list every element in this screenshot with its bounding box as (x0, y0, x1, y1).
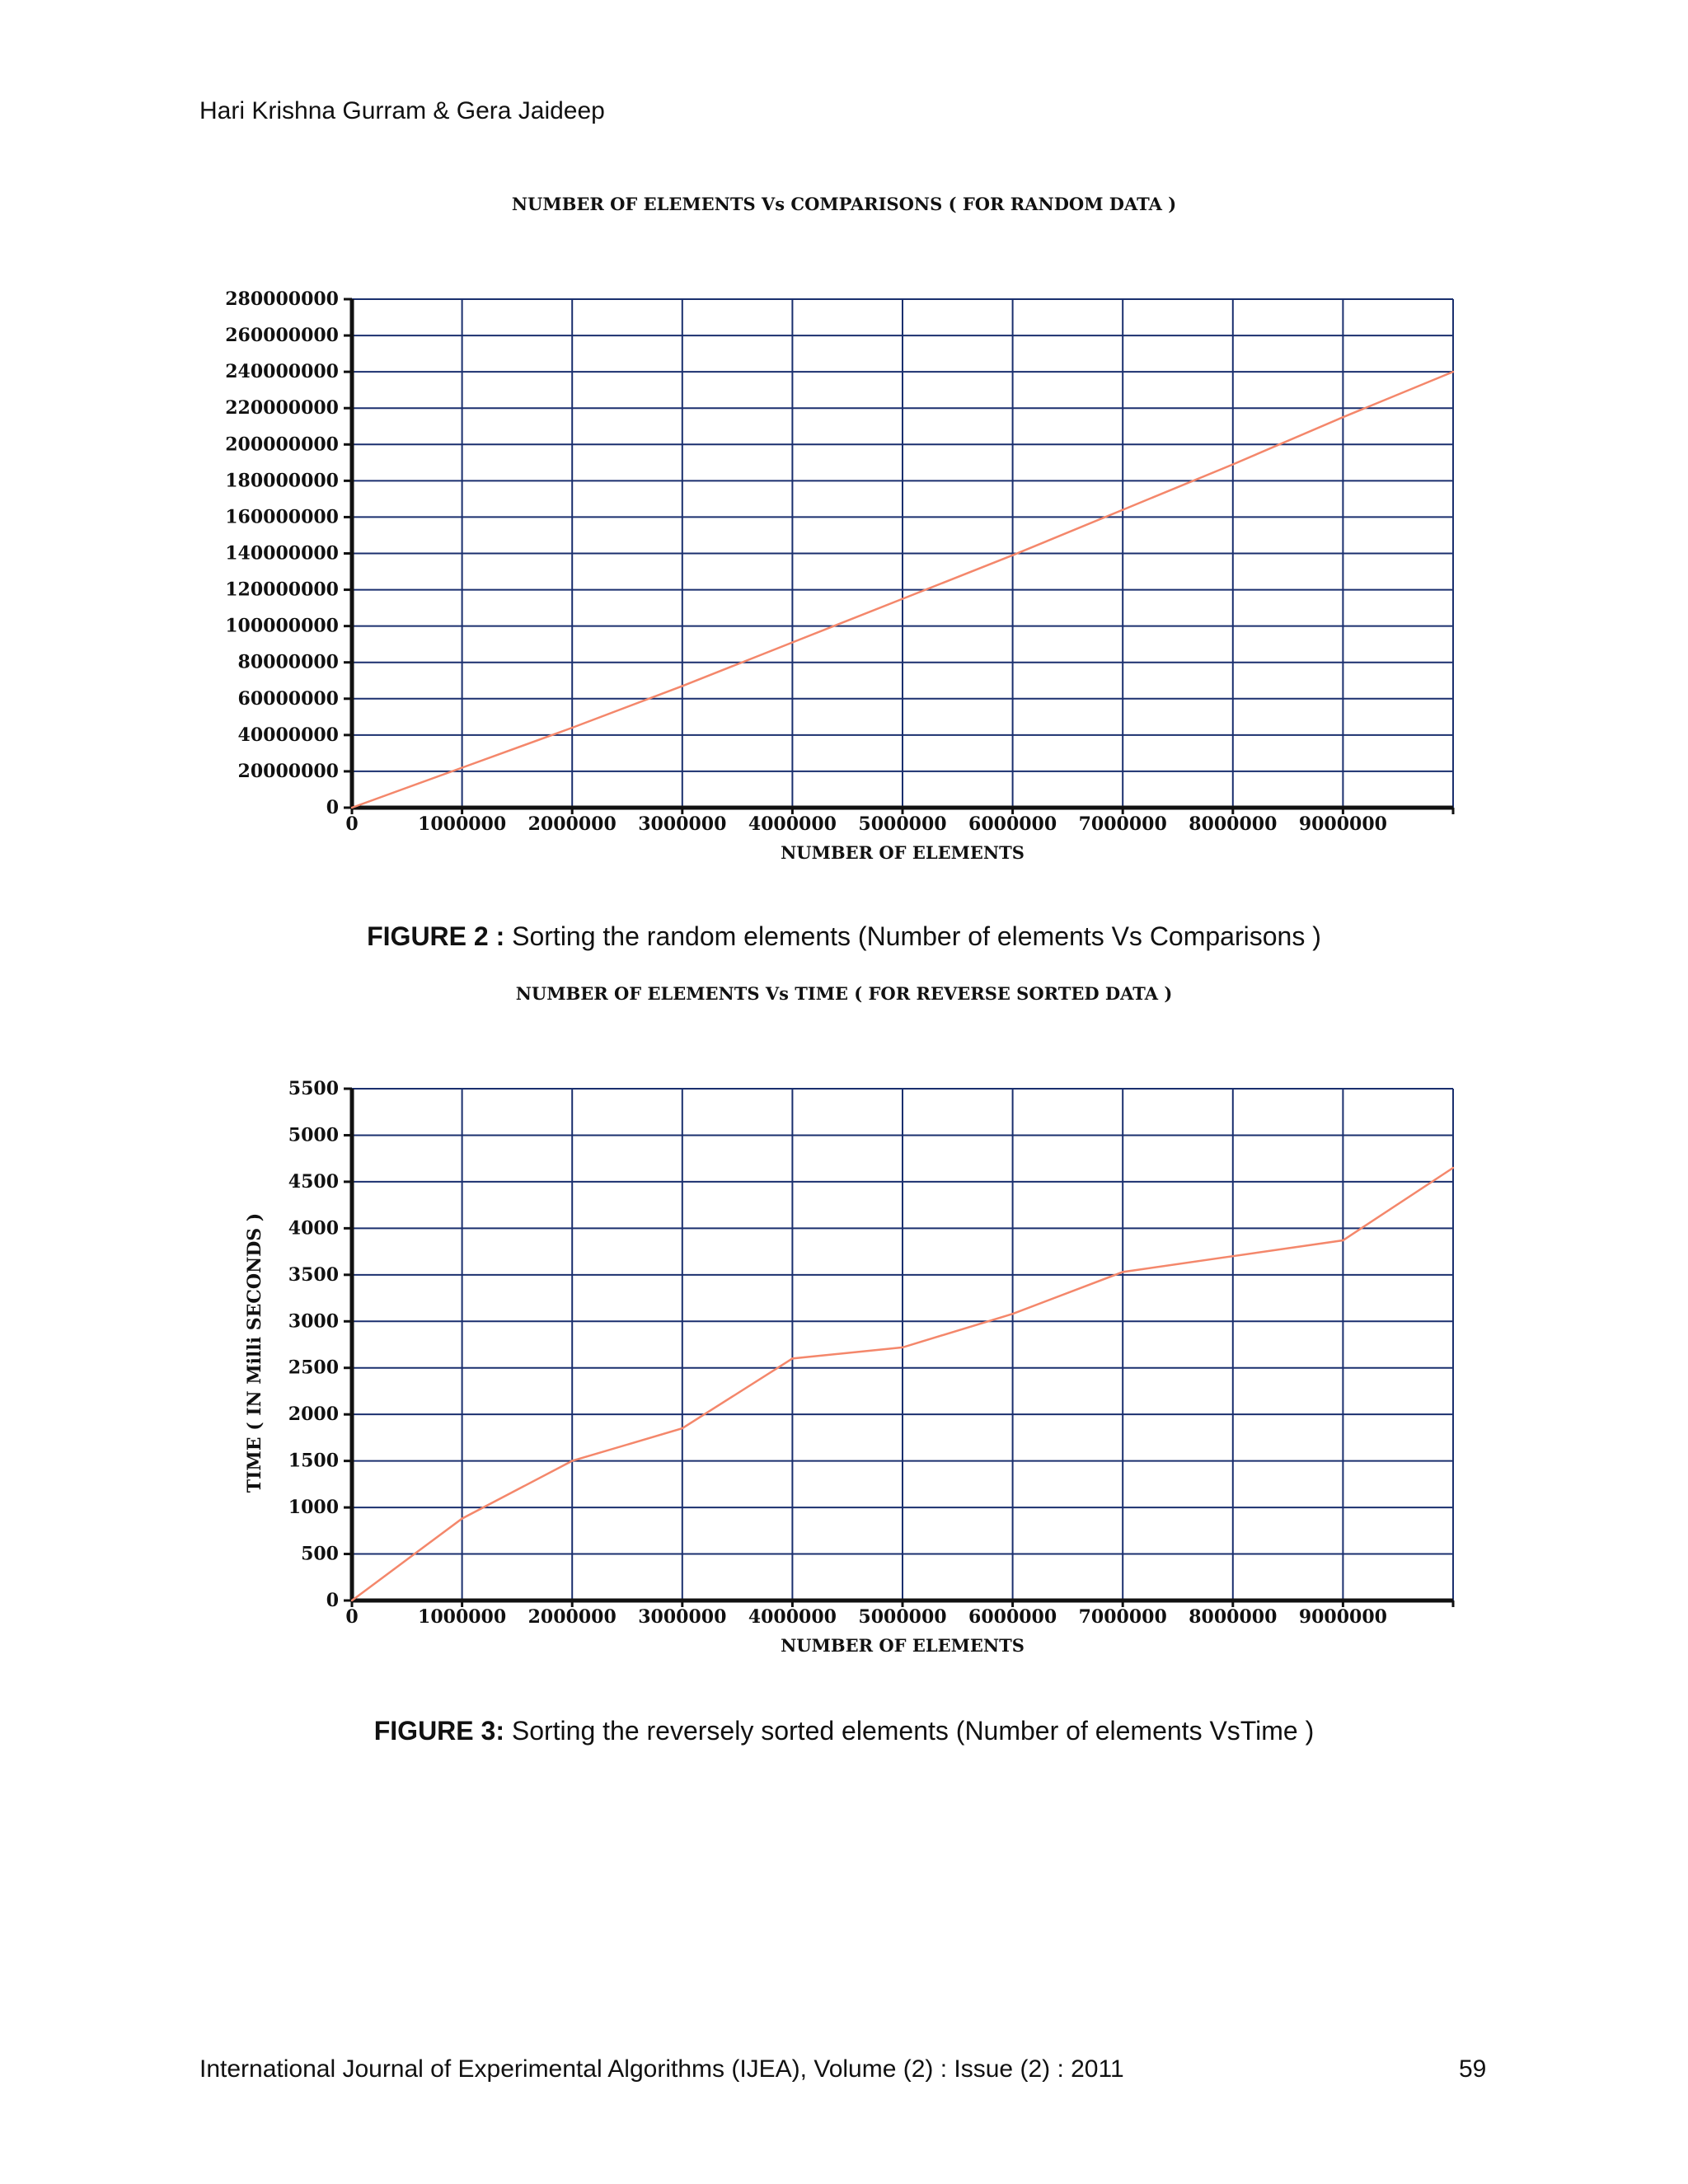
data-point (902, 598, 903, 599)
data-point (1122, 1271, 1123, 1272)
journal-footer: International Journal of Experimental Algorithms (IJEA), Volume (2) : Issue (2) : 2011 (199, 2055, 1124, 2083)
y-tick-label: 0 (326, 1590, 339, 1611)
figure-2-text: Sorting the random elements (Number of elements Vs Comparisons ) (504, 921, 1321, 951)
y-tick-label: 500 (301, 1543, 339, 1565)
data-point (682, 685, 683, 687)
y-tick-label: 280000000 (225, 288, 339, 310)
y-tick-label: 200000000 (225, 434, 339, 456)
data-point (1232, 463, 1234, 465)
x-tick-label: 8000000 (1189, 813, 1278, 835)
x-tick-label: 4000000 (748, 1606, 837, 1628)
y-tick-label: 140000000 (225, 542, 339, 565)
x-tick-label: 2000000 (528, 813, 617, 835)
y-tick-label: 240000000 (225, 361, 339, 383)
x-axis-title: NUMBER OF ELEMENTS (781, 842, 1025, 863)
data-point (1342, 1240, 1343, 1241)
x-tick-label: 4000000 (748, 813, 837, 835)
data-point (571, 1460, 573, 1461)
x-tick-label: 3000000 (638, 1606, 727, 1628)
x-tick-label: 6000000 (968, 813, 1057, 835)
y-tick-label: 4000 (288, 1217, 339, 1240)
y-tick-label: 220000000 (225, 397, 339, 419)
y-tick-label: 1500 (288, 1450, 339, 1472)
data-point (682, 1427, 683, 1429)
y-tick-label: 260000000 (225, 325, 339, 347)
x-tick-label: 2000000 (528, 1606, 617, 1628)
chart-title: NUMBER OF ELEMENTS Vs TIME ( FOR REVERSE SORTED DATA ) (515, 983, 1173, 1004)
y-tick-label: 2000 (288, 1404, 339, 1426)
y-tick-label: 40000000 (237, 724, 339, 746)
x-tick-label: 0 (345, 1606, 359, 1628)
y-tick-label: 5000 (288, 1124, 339, 1146)
y-tick-label: 3500 (288, 1263, 339, 1286)
data-point (1122, 509, 1123, 510)
x-tick-label: 1000000 (418, 813, 507, 835)
data-point (1011, 1313, 1013, 1315)
x-axis-title: NUMBER OF ELEMENTS (781, 1635, 1025, 1656)
y-tick-label: 20000000 (237, 760, 339, 782)
x-tick-label: 3000000 (638, 813, 727, 835)
y-tick-label: 60000000 (237, 687, 339, 710)
x-tick-label: 9000000 (1298, 813, 1387, 835)
x-tick-label: 5000000 (858, 1606, 947, 1628)
page-number: 59 (1459, 2055, 1487, 2083)
data-point (461, 766, 462, 768)
data-point (1232, 1255, 1234, 1257)
y-tick-label: 5500 (288, 1078, 339, 1099)
y-tick-label: 0 (326, 797, 339, 818)
y-tick-label: 160000000 (225, 506, 339, 528)
chart-svg (0, 190, 1688, 874)
x-tick-label: 0 (345, 813, 359, 835)
data-point (902, 1347, 903, 1348)
y-axis-title: TIME ( IN Milli SECONDS ) (244, 1212, 265, 1493)
y-tick-label: 2500 (288, 1357, 339, 1379)
data-point (1342, 416, 1343, 418)
data-point (1452, 1167, 1454, 1169)
running-head: Hari Krishna Gurram & Gera Jaideep (199, 97, 605, 124)
data-point (461, 1517, 462, 1519)
y-tick-label: 4500 (288, 1170, 339, 1193)
data-point (791, 1357, 793, 1359)
y-tick-label: 120000000 (225, 579, 339, 601)
data-point (571, 727, 573, 729)
x-tick-label: 5000000 (858, 813, 947, 835)
data-point (791, 641, 793, 643)
data-point (1452, 371, 1454, 373)
y-tick-label: 180000000 (225, 470, 339, 492)
data-point (351, 1600, 353, 1601)
figure-3-caption (0, 1716, 1688, 1746)
x-tick-label: 1000000 (418, 1606, 507, 1628)
y-tick-label: 80000000 (237, 651, 339, 673)
figure-3-label: FIGURE 3: (373, 1716, 504, 1746)
figure-2-label: FIGURE 2 : (367, 921, 505, 951)
x-tick-label: 8000000 (1189, 1606, 1278, 1628)
x-tick-label: 9000000 (1298, 1606, 1387, 1628)
x-tick-label: 7000000 (1078, 813, 1167, 835)
figure-2-caption (0, 921, 1688, 952)
x-tick-label: 7000000 (1078, 1606, 1167, 1628)
chart-title: NUMBER OF ELEMENTS Vs COMPARISONS ( FOR RANDOM DATA ) (511, 194, 1177, 214)
y-tick-label: 100000000 (225, 615, 339, 637)
x-tick-label: 6000000 (968, 1606, 1057, 1628)
chart-svg (0, 981, 1688, 1673)
y-tick-label: 1000 (288, 1497, 339, 1519)
data-point (1011, 555, 1013, 556)
data-point (351, 807, 353, 808)
y-tick-label: 3000 (288, 1310, 339, 1333)
comparisons-chart (0, 190, 1688, 874)
figure-3-text: Sorting the reversely sorted elements (Number of elements VsTime ) (504, 1716, 1315, 1746)
time-chart (0, 981, 1688, 1673)
